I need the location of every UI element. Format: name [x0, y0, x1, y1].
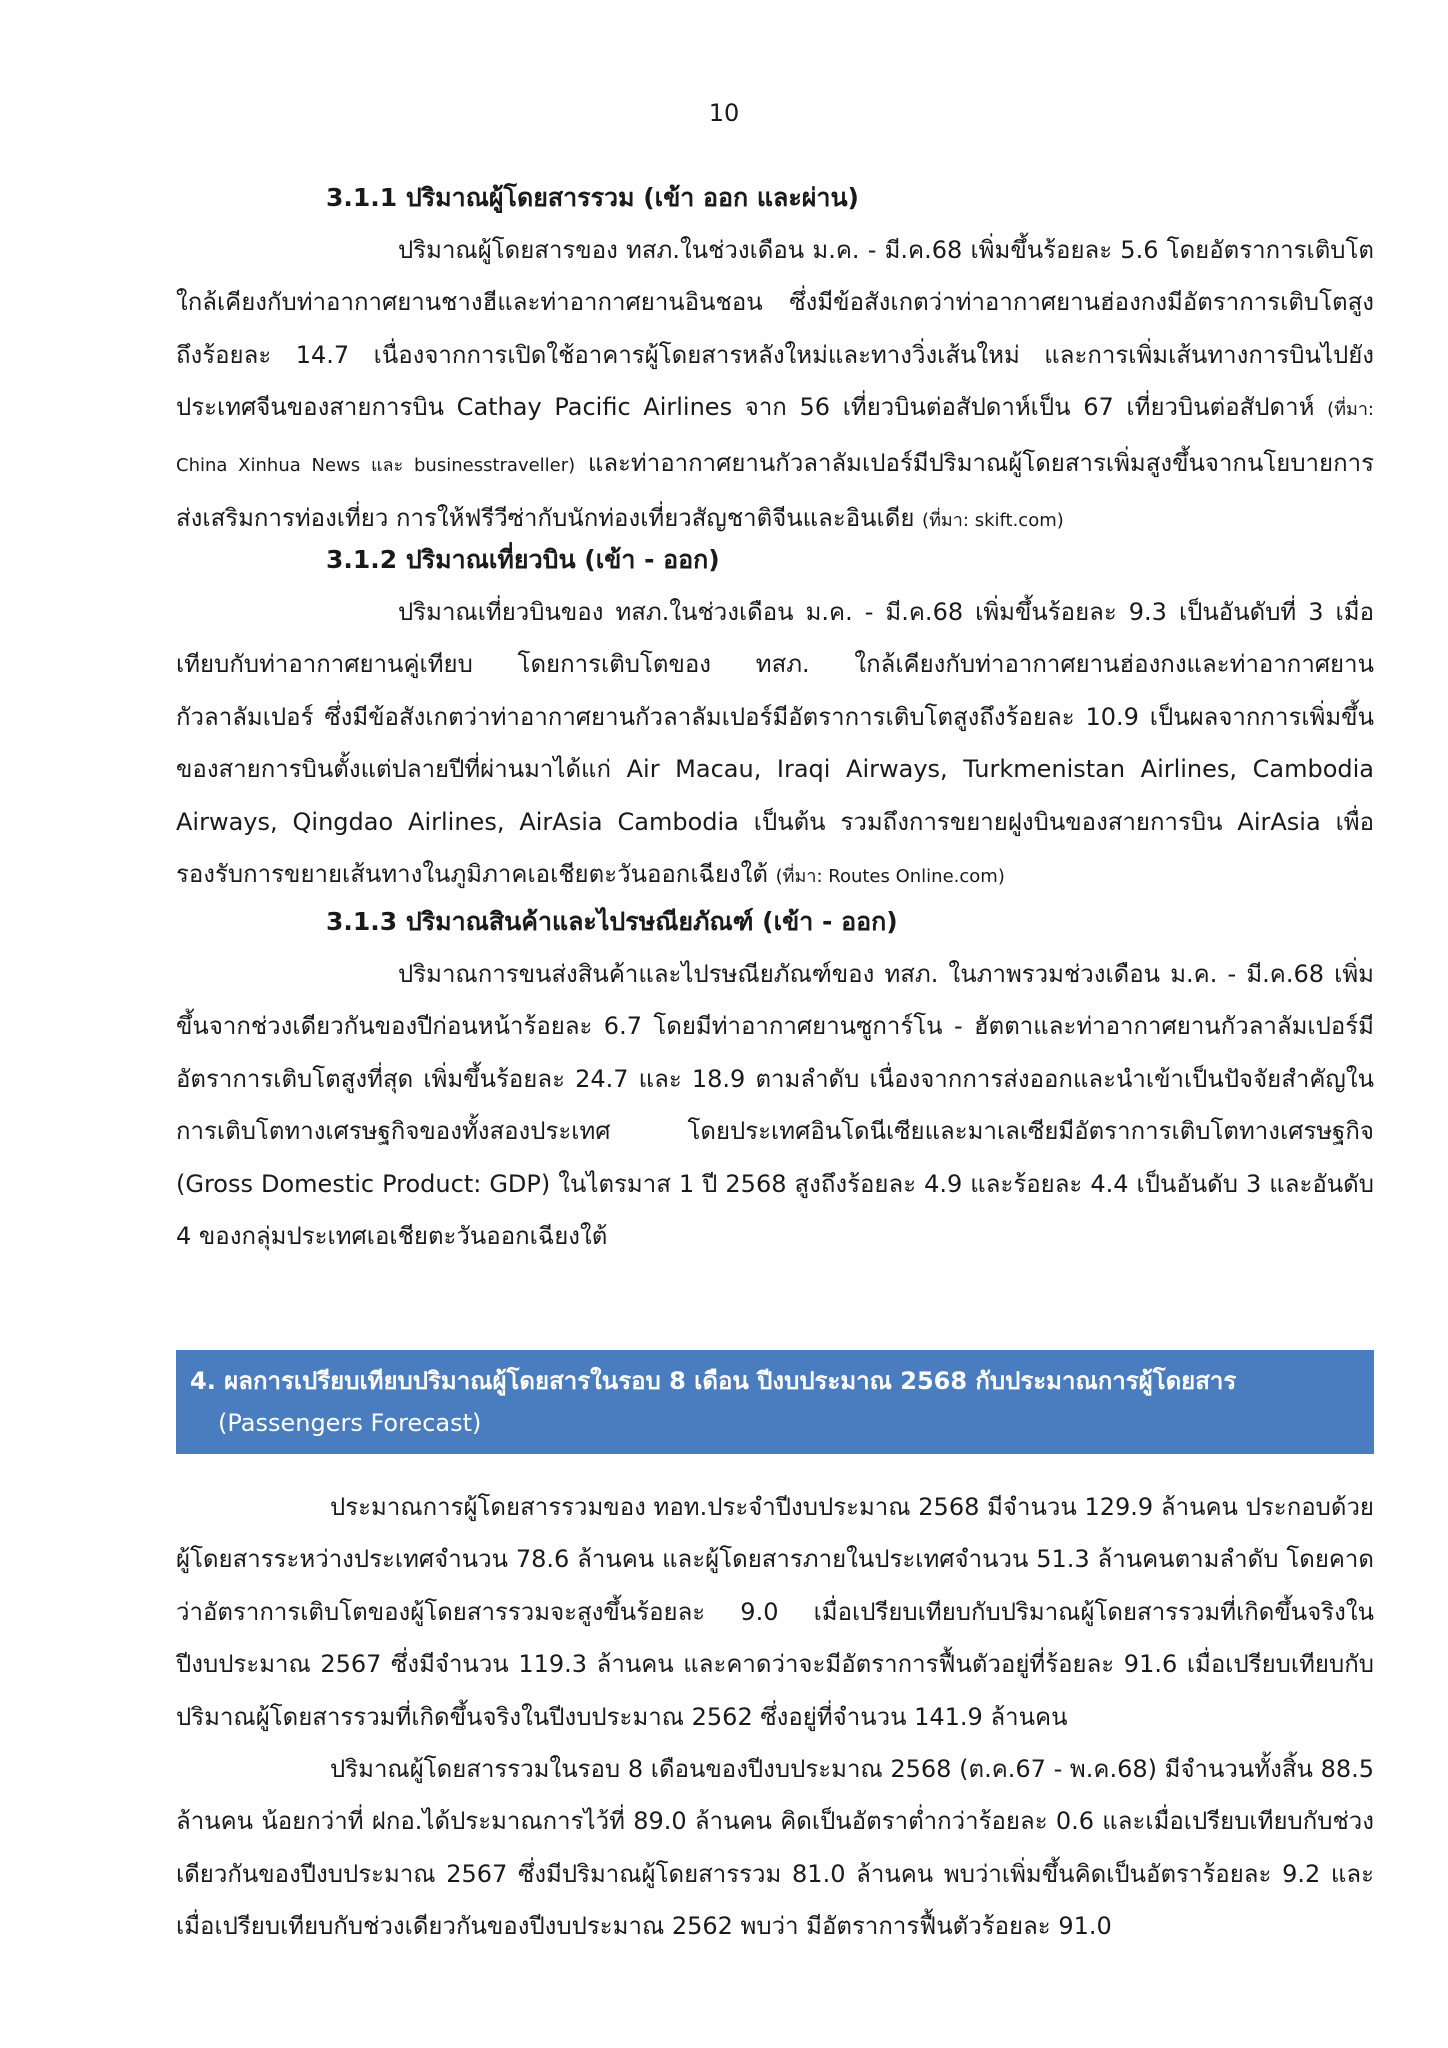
heading-3-1-3: 3.1.3 ปริมาณสินค้าและไปรษณียภัณฑ์ (เข้า - ออก): [326, 907, 898, 936]
page-number: 10: [708, 99, 740, 127]
paragraph-3-1-1: [176, 224, 1374, 547]
section-3-1-3: [176, 896, 1374, 1262]
source-note: (ที่มา: skift.com): [922, 510, 1064, 532]
heading-3-1-2: 3.1.2 ปริมาณเที่ยวบิน (เข้า - ออก): [326, 545, 720, 574]
section-4-body: [176, 1481, 1374, 1953]
section-4-banner: [176, 1350, 1374, 1454]
paragraph-text: และท่าอากาศยานกัวลาลัมเปอร์มีปริมาณผู้โดยสารเพิ่มสูงขึ้นจากนโยบายการส่งเสริมการท่องเที่ยว การให้ฟรีวีซ่ากับนักท่องเที่ยวสัญชาติจีนและอินเดีย: [176, 448, 1374, 533]
section-3-1-2: [176, 534, 1374, 903]
paragraph-4-1: ประมาณการผู้โดยสารรวมของ ทอท.ประจำปีงบประมาณ 2568 มีจำนวน 129.9 ล้านคน ประกอบด้วยผู้โดยสารระหว่างประเทศจำนวน 78.6 ล้านคน และผู้โดยสารภายในประเทศจำนวน 51.3 ล้านคนตามลำดับ โดยคาดว่าอัตราการเติบโตของผู้โดยสารรวมจะสูงขึ้นร้อยละ 9.0 เมื่อเปรียบเทียบกับปริมาณผู้โดยสารรวมที่เกิดขึ้นจริงในปีงบประมาณ 2567 ซึ่งมีจำนวน 119.3 ล้านคน และคาดว่าจะมีอัตราการฟื้นตัวอยู่ที่ร้อยละ 91.6 เมื่อเปรียบเทียบกับปริมาณผู้โดยสารรวมที่เกิดขึ้นจริงในปีงบประมาณ 2562 ซึ่งอยู่ที่จำนวน 141.9 ล้านคน: [176, 1493, 1374, 1731]
section-3-1-1: [176, 172, 1374, 547]
paragraph-3-1-2: [176, 586, 1374, 903]
paragraph-text: ปริมาณเที่ยวบินของ ทสภ.ในช่วงเดือน ม.ค. - มี.ค.68 เพิ่มขึ้นร้อยละ 9.3 เป็นอันดับที่ 3 เมื่อเทียบกับท่าอากาศยานคู่เทียบ โดยการเติบโตของ ทสภ. ใกล้เคียงกับท่าอากาศยานฮ่องกงและท่าอากาศยานกัวลาลัมเปอร์ ซึ่งมีข้อสังเกตว่าท่าอากาศยานกัวลาลัมเปอร์มีอัตราการเติบโตสูงถึงร้อยละ 10.9 เป็นผลจากการเพิ่มขึ้นของสายการบินตั้งแต่ปลายปีที่ผ่านมาได้แก่ Air Macau, Iraqi Airways, Turkmenistan Airlines, Cambodia Airways, Qingdao Airlines, AirAsia Cambodia เป็นต้น รวมถึงการขยายฝูงบินของสายการบิน AirAsia เพื่อรองรับการขยายเส้นทางในภูมิภาคเอเชียตะวันออกเฉียงใต้: [176, 598, 1374, 889]
source-note: (ที่มา: China Xinhua News และ businesstraveller): [176, 399, 1374, 476]
paragraph-3-1-3: ปริมาณการขนส่งสินค้าและไปรษณียภัณฑ์ของ ทสภ. ในภาพรวมช่วงเดือน ม.ค. - มี.ค.68 เพิ่มขึ้นจากช่วงเดียวกันของปีก่อนหน้าร้อยละ 6.7 โดยมีท่าอากาศยานซูการ์โน - ฮัตตาและท่าอากาศยานกัวลาลัมเปอร์มีอัตราการเติบโตสูงที่สุด เพิ่มขึ้นร้อยละ 24.7 และ 18.9 ตามลำดับ เนื่องจากการส่งออกและนำเข้าเป็นปัจจัยสำคัญในการเติบโตทางเศรษฐกิจของทั้งสองประเทศ โดยประเทศอินโดนีเซียและมาเลเซียมีอัตราการเติบโตทางเศรษฐกิจ (Gross Domestic Product: GDP) ในไตรมาส 1 ปี 2568 สูงถึงร้อยละ 4.9 และร้อยละ 4.4 เป็นอันดับ 3 และอันดับ 4 ของกลุ่มประเทศเอเชียตะวันออกเฉียงใต้: [176, 960, 1374, 1251]
paragraph-4-2: ปริมาณผู้โดยสารรวมในรอบ 8 เดือนของปีงบประมาณ 2568 (ต.ค.67 - พ.ค.68) มีจำนวนทั้งสิ้น 88.5 ล้านคน น้อยกว่าที่ ฝกอ.ได้ประมาณการไว้ที่ 89.0 ล้านคน คิดเป็นอัตราต่ำกว่าร้อยละ 0.6 และเมื่อเปรียบเทียบกับช่วงเดียวกันของปีงบประมาณ 2567 ซึ่งมีปริมาณผู้โดยสารรวม 81.0 ล้านคน พบว่าเพิ่มขึ้นคิดเป็นอัตราร้อยละ 9.2 และเมื่อเปรียบเทียบกับช่วงเดียวกันของปีงบประมาณ 2562 พบว่า มีอัตราการฟื้นตัวร้อยละ 91.0: [176, 1755, 1374, 1941]
paragraph-text: ปริมาณผู้โดยสารของ ทสภ.ในช่วงเดือน ม.ค. - มี.ค.68 เพิ่มขึ้นร้อยละ 5.6 โดยอัตราการเติบโตใกล้เคียงกับท่าอากาศยานชางฮีและท่าอากาศยานอินชอน ซึ่งมีข้อสังเกตว่าท่าอากาศยานฮ่องกงมีอัตราการเติบโตสูงถึงร้อยละ 14.7 เนื่องจากการเปิดใช้อาคารผู้โดยสารหลังใหม่และทางวิ่งเส้นใหม่ และการเพิ่มเส้นทางการบินไปยังประเทศจีนของสายการบิน Cathay Pacific Airlines จาก 56 เที่ยวบินต่อสัปดาห์เป็น 67 เที่ยวบินต่อสัปดาห์: [176, 236, 1374, 422]
heading-3-1-1: 3.1.1 ปริมาณผู้โดยสารรวม (เข้า ออก และผ่าน): [326, 183, 859, 212]
source-note: (ที่มา: Routes Online.com): [775, 866, 1005, 888]
section-4-title: 4. ผลการเปรียบเทียบปริมาณผู้โดยสารในรอบ 8 เดือน ปีงบประมาณ 2568 กับประมาณการผู้โดยสาร: [190, 1367, 1237, 1395]
section-4-subtitle: (Passengers Forecast): [218, 1409, 482, 1437]
